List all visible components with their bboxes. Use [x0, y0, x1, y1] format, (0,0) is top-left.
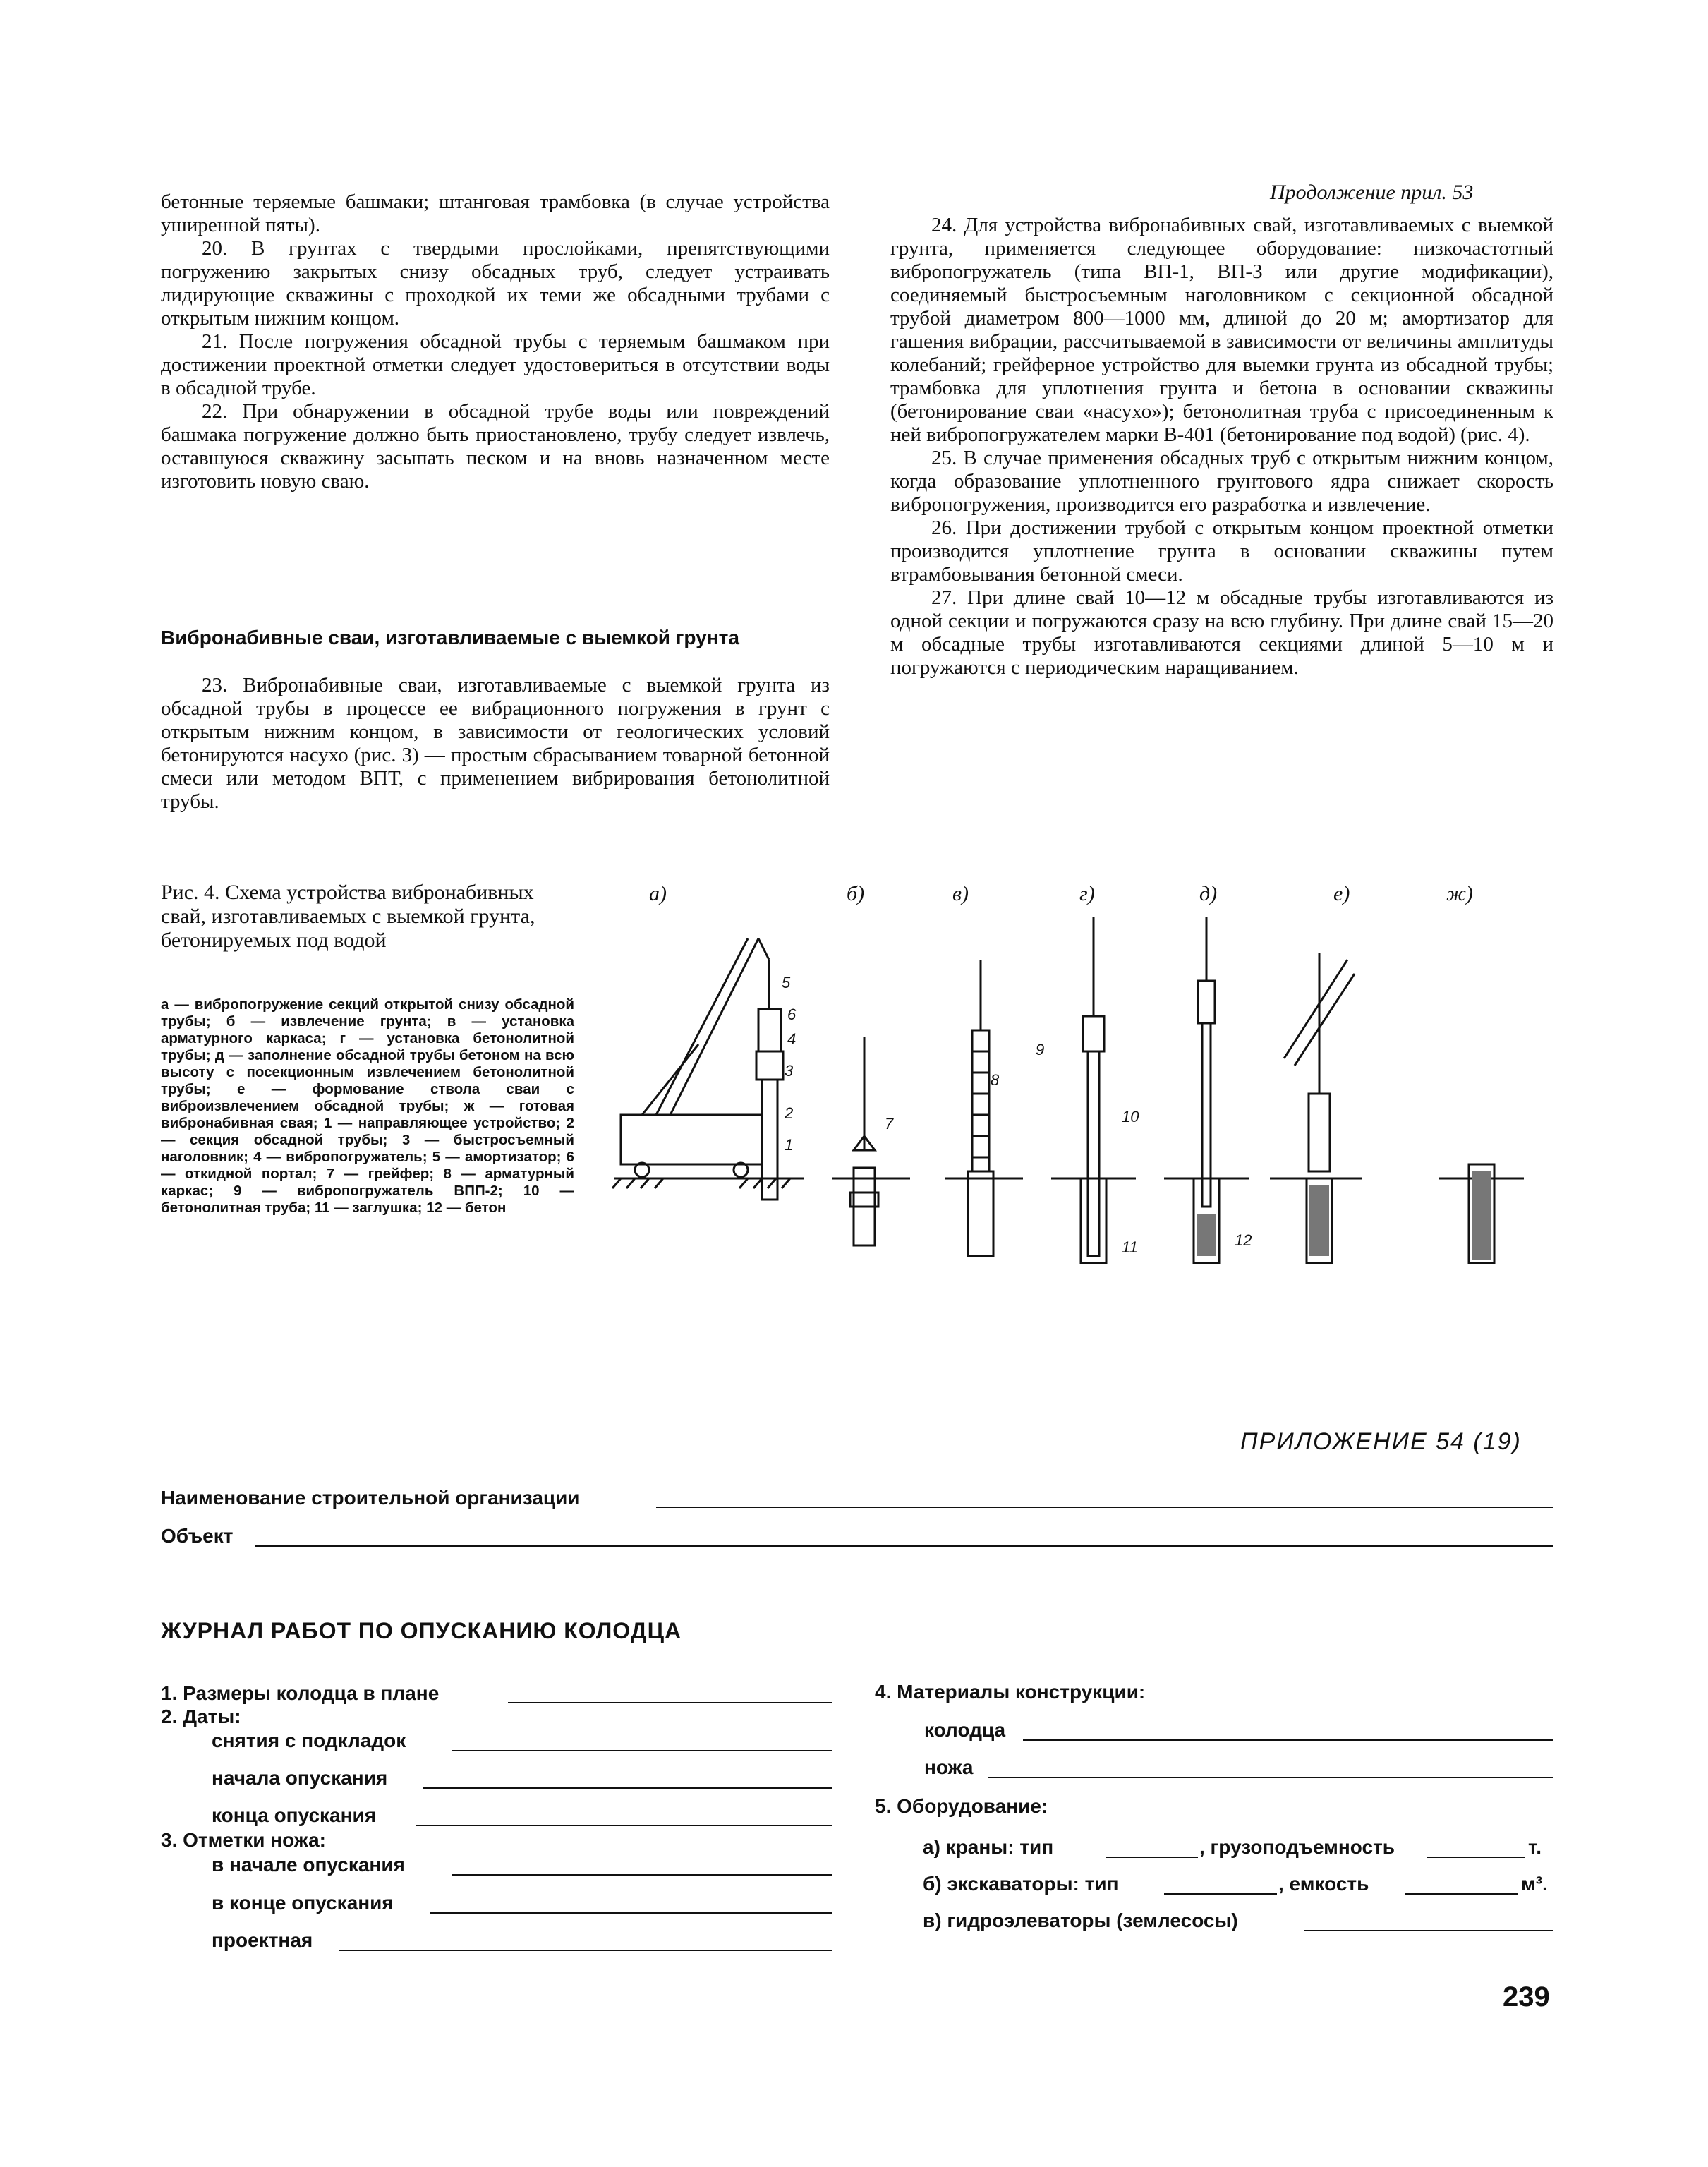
form-line-1 — [508, 1702, 832, 1703]
figure-title: Рис. 4. Схема устройства вибронабивных свай, изготавливаемых с выемкой грунта, бетонируемых под водой — [161, 881, 535, 952]
paragraph-25: 25. В случае применения обсадных труб с открытым нижним концом, когда образование уплотненного грунтового ядра снижает скорость вибропогружения, производится его разработка и извлечение. — [890, 447, 1553, 516]
panel-label-d: д) — [1199, 882, 1218, 905]
panel-label-g: г) — [1079, 882, 1095, 905]
figure-legend: а — вибропогружение секций открытой снизу обсадной трубы; б — извлечение грунта; в — установка арматурного каркаса; г — установка бетонолитной трубы; д — заполнение обсадной трубы бетоном на всю высоту с посекционным извлечением бетонолитной трубы; е — формование ствола сваи с виброизвлечением обсадной трубы; ж — готовая вибронабивная свая; 1 — направляющее устройство; 2 — секция обсадной трубы; 3 — быстросъемный наголовник; 4 — вибропогружатель; 5 — амортизатор; 6 — откидной портал; 7 — грейфер; 8 — арматурный каркас; 9 — вибропогружатель ВПП-2; 10 — бетонолитная труба; 11 — заглушка; 12 — бетон — [161, 996, 574, 1216]
section-heading: Вибронабивные сваи, изготавливаемые с выемкой грунта — [161, 627, 739, 648]
form-item-5b-type: б) экскаваторы: тип — [923, 1873, 1119, 1895]
callout-12: 12 — [1235, 1231, 1252, 1249]
right-column — [890, 214, 1553, 680]
panel-label-a: а) — [649, 882, 667, 905]
form-item-2a: снятия с подкладок — [212, 1730, 406, 1751]
form-line-3b — [430, 1912, 832, 1914]
paragraph-27: 27. При длине свай 10—12 м обсадные трубы изготавливаются из одной секции и погружаются сразу на всю глубину. При длине свай 15—20 м обсадные трубы изготавливаются секциями длиной 5—10 м и погружаются с периодическим наращиванием. — [890, 586, 1553, 679]
journal-title: ЖУРНАЛ РАБОТ ПО ОПУСКАНИЮ КОЛОДЦА — [161, 1618, 682, 1643]
left-column-top — [161, 191, 830, 493]
callout-11: 11 — [1122, 1238, 1138, 1256]
form-item-2c: конца опускания — [212, 1804, 377, 1826]
form-line-5c — [1304, 1930, 1553, 1931]
form-line-5a-capacity — [1427, 1857, 1525, 1858]
panel-label-zh: ж) — [1446, 882, 1473, 905]
paragraph-22: 22. При обнаружении в обсадной трубе воды или повреждений башмака погружение должно быть приостановлено, трубу следует извлечь, оставшуюся скважину засыпать песком и на вновь назначенном месте изготовить новую сваю. — [161, 400, 830, 493]
form-line-4a — [1023, 1739, 1553, 1741]
form-line-5b-volume — [1405, 1893, 1518, 1895]
left-column-bottom — [161, 674, 830, 814]
form-item-5c: в) гидроэлеваторы (землесосы) — [923, 1909, 1238, 1931]
panel-label-e: е) — [1333, 882, 1350, 905]
form-line-3c — [339, 1950, 832, 1951]
paragraph-20: 20. В грунтах с твердыми прослойками, препятствующими погружению закрытых снизу обсадных труб, следует устраивать лидирующие скважины с проходкой их теми же обсадными трубами с открытым нижним концом. — [161, 237, 830, 330]
form-item-4b: ножа — [924, 1756, 974, 1778]
paragraph-26: 26. При достижении трубой с открытым концом проектной отметки производится уплотнение грунта в основании скважины путем втрамбовывания бетонной смеси. — [890, 517, 1553, 586]
panel-label-b: б) — [847, 882, 865, 905]
form-item-2b: начала опускания — [212, 1767, 388, 1789]
paragraph-21: 21. После погружения обсадной трубы с теряемым башмаком при достижении проектной отметки следует удостовериться в отсутствии воды в обсадной трубе. — [161, 330, 830, 399]
pile-diagram — [600, 882, 1552, 1305]
form-item-5: 5. Оборудование: — [875, 1795, 1048, 1817]
callout-5: 5 — [782, 974, 791, 991]
form-item-4: 4. Материалы конструкции: — [875, 1681, 1146, 1703]
form-item-4a: колодца — [924, 1719, 1006, 1741]
callout-2: 2 — [785, 1104, 794, 1122]
form-line-4b — [988, 1777, 1553, 1778]
callout-1: 1 — [785, 1136, 794, 1154]
object-line — [255, 1545, 1553, 1547]
org-line — [656, 1507, 1553, 1508]
form-item-5b-volume: , емкость — [1278, 1873, 1369, 1895]
object-label: Объект — [161, 1525, 234, 1547]
callout-8: 8 — [991, 1071, 1000, 1089]
form-item-3c: проектная — [212, 1929, 313, 1951]
page-number: 239 — [1503, 1981, 1550, 2012]
form-item-5a-capacity: , грузоподъемность — [1199, 1836, 1395, 1858]
form-item-3: 3. Отметки ножа: — [161, 1829, 326, 1851]
paragraph-intro: бетонные теряемые башмаки; штанговая трамбовка (в случае устройства уширенной пяты). — [161, 191, 830, 236]
callout-6: 6 — [787, 1006, 797, 1023]
form-item-3a: в начале опускания — [212, 1854, 405, 1876]
form-item-5a-type: а) краны: тип — [923, 1836, 1054, 1858]
form-line-3a — [452, 1874, 832, 1876]
callout-10: 10 — [1122, 1108, 1139, 1125]
form-item-5a-unit: т. — [1528, 1836, 1542, 1858]
callout-9: 9 — [1036, 1041, 1045, 1058]
callout-4: 4 — [787, 1030, 797, 1048]
callout-3: 3 — [785, 1062, 794, 1080]
panel-label-v: в) — [952, 882, 969, 905]
form-line-2b — [423, 1787, 832, 1789]
continuation-note: Продолжение прил. 53 — [1270, 181, 1474, 204]
form-line-2c — [416, 1825, 832, 1826]
form-item-2: 2. Даты: — [161, 1706, 241, 1727]
form-line-5a-type — [1106, 1857, 1198, 1858]
org-label: Наименование строительной организации — [161, 1487, 580, 1509]
figure-illustration — [600, 882, 1552, 1305]
paragraph-23: 23. Вибронабивные сваи, изготавливаемые с выемкой грунта из обсадной трубы в процессе ее вибрационного погружения в грунт с открытым нижним концом, в зависимости от геологических условий бетонируются насухо (рис. 3) — простым сбрасыванием товарной бетонной смеси или методом ВПТ, с применением вибрирования бетонолитной трубы. — [161, 674, 830, 813]
form-item-5b-unit: м³. — [1521, 1873, 1548, 1895]
form-item-1: 1. Размеры колодца в плане — [161, 1682, 440, 1704]
form-line-2a — [452, 1750, 832, 1751]
form-line-5b-type — [1164, 1893, 1277, 1895]
paragraph-24: 24. Для устройства вибронабивных свай, изготавливаемых с выемкой грунта, применяется следующее оборудование: низкочастотный вибропогружатель (типа ВП-1, ВП-3 или другие модификации), соединяемый быстросъемным наголовником с секционной обсадной трубой диаметром 800—1000 мм, длиной до 20 м; амортизатор для гашения вибрации, рассчитываемой в зависимости от величины амплитуды колебаний; грейферное устройство для выемки грунта из обсадной трубы; трамбовка для уплотнения грунта и бетона в основании скважины (бетонирование сваи «насухо»); бетонолитная труба с присоединенным к ней вибропогружателем марки В-401 (бетонирование под водой) (рис. 4). — [890, 214, 1553, 446]
callout-7: 7 — [885, 1115, 894, 1133]
form-item-3b: в конце опускания — [212, 1892, 394, 1914]
appendix-title: ПРИЛОЖЕНИЕ 54 (19) — [1240, 1428, 1522, 1455]
